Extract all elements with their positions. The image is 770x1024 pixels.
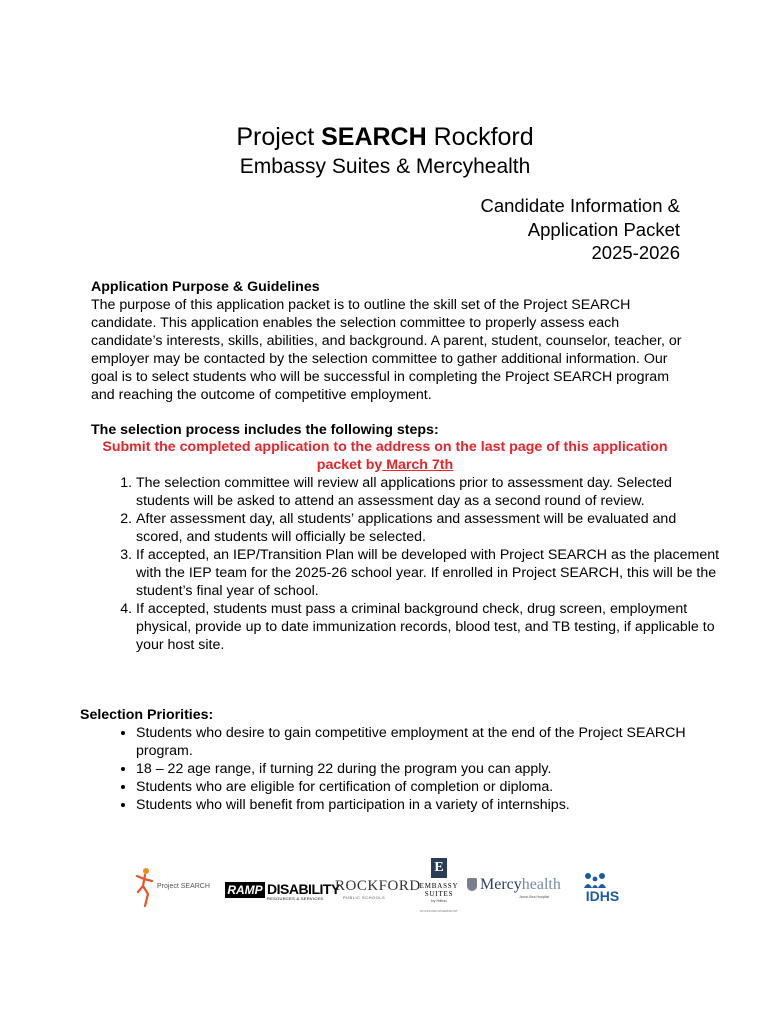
partner-logos bbox=[130, 858, 630, 918]
rockford-schools-logo bbox=[335, 878, 421, 902]
packet-title-block bbox=[480, 194, 680, 265]
embassy-suites-logo bbox=[415, 858, 463, 918]
list-item: 4. If accepted, students must pass a criminal background check, drug screen, employment physical, provide up to date immunization records, blood test, and TB testing, if applicable to your host site. bbox=[136, 600, 726, 654]
title-prefix: Project bbox=[236, 123, 322, 151]
list-item: • 18 – 22 age range, if turning 22 during the program you can apply. bbox=[136, 760, 726, 778]
steps-heading: The selection process includes the following steps: bbox=[91, 422, 439, 438]
idhs-logo-text: IDHS bbox=[585, 888, 620, 904]
purpose-heading: Application Purpose & Guidelines bbox=[91, 279, 320, 295]
running-figure-icon bbox=[135, 866, 155, 908]
rockford-logo-text: ROCKFORD bbox=[335, 878, 421, 894]
list-item: 1. The selection committee will review all applications prior to assessment day. Selected students will be asked to attend an assessment day as a second round of review. bbox=[136, 474, 726, 510]
list-item: 3. If accepted, an IEP/Transition Plan will be developed with Project SEARCH as the placement with the IEP team for the 2025-26 school year. If enrolled in Project SEARCH, this will be the student’s final year of school. bbox=[136, 546, 726, 600]
submission-notice bbox=[90, 438, 680, 474]
people-icon bbox=[580, 872, 610, 888]
document-subtitle: Embassy Suites & Mercyhealth bbox=[239, 155, 531, 178]
priorities-heading: Selection Priorities: bbox=[80, 707, 214, 723]
submission-deadline: March 7th bbox=[382, 457, 454, 473]
list-item: • Students who will benefit from participation in a variety of internships. bbox=[136, 796, 726, 814]
purpose-body: The purpose of this application packet is to outline the skill set of the Project SEARCH candidate. This application enables the selection committee to properly assess each candidate’s interests, skills, abilities, and background. A parent, student, counselor, teacher, or employer may be contacted by the selection committee to gather additional information. Our goal is to select students who will be successful in completing the Project SEARCH program and reaching the outcome of competitive employment. bbox=[91, 297, 682, 403]
submission-notice-text: Submit the completed application to the address on the last page of this application packet by bbox=[102, 439, 668, 473]
mercy-word: Mercy bbox=[480, 876, 522, 893]
mercyhealth-logo-text bbox=[480, 876, 561, 894]
mercyhealth-subtitle: Javon Bea Hospital bbox=[519, 895, 550, 899]
packet-line-1: Candidate Information & bbox=[480, 195, 680, 216]
steps-list bbox=[90, 474, 726, 654]
list-item: • Students who are eligible for certification of completion or diploma. bbox=[136, 778, 726, 796]
ramp-logo-subtitle: RESOURCES & SERVICES bbox=[267, 896, 324, 901]
embassy-hilton: by Hilton bbox=[431, 898, 447, 903]
title-suffix: Rockford bbox=[426, 123, 534, 151]
priorities-list bbox=[90, 724, 726, 814]
list-item: 2. After assessment day, all students’ applications and assessment will be evaluated and scored, and students will officially be selected. bbox=[136, 510, 726, 546]
embassy-name: EMBASSY SUITES bbox=[419, 882, 459, 898]
document-title bbox=[0, 121, 770, 153]
purpose-section bbox=[91, 278, 691, 404]
embassy-subtitle: ROCKFORD RIVERFRONT bbox=[420, 909, 458, 913]
ramp-logo bbox=[225, 881, 340, 901]
list-item: • Students who desire to gain competitive employment at the end of the Project SEARCH program. bbox=[136, 724, 726, 760]
packet-line-2: Application Packet bbox=[527, 218, 680, 240]
project-search-logo bbox=[135, 866, 215, 908]
mercyhealth-logo bbox=[467, 876, 562, 910]
ramp-logo-word: DISABILITY bbox=[267, 881, 340, 897]
rockford-logo-subtitle: PUBLIC SCHOOLS bbox=[343, 895, 386, 900]
title-bold: SEARCH bbox=[321, 123, 427, 151]
embassy-mark-icon: E bbox=[431, 858, 447, 878]
ramp-logo-box: RAMP bbox=[225, 882, 265, 898]
packet-year: 2025-2026 bbox=[591, 242, 680, 263]
idhs-logo bbox=[580, 872, 625, 910]
shield-icon bbox=[467, 878, 477, 891]
health-word: health bbox=[521, 876, 561, 893]
project-search-logo-text: Project SEARCH bbox=[157, 883, 210, 890]
